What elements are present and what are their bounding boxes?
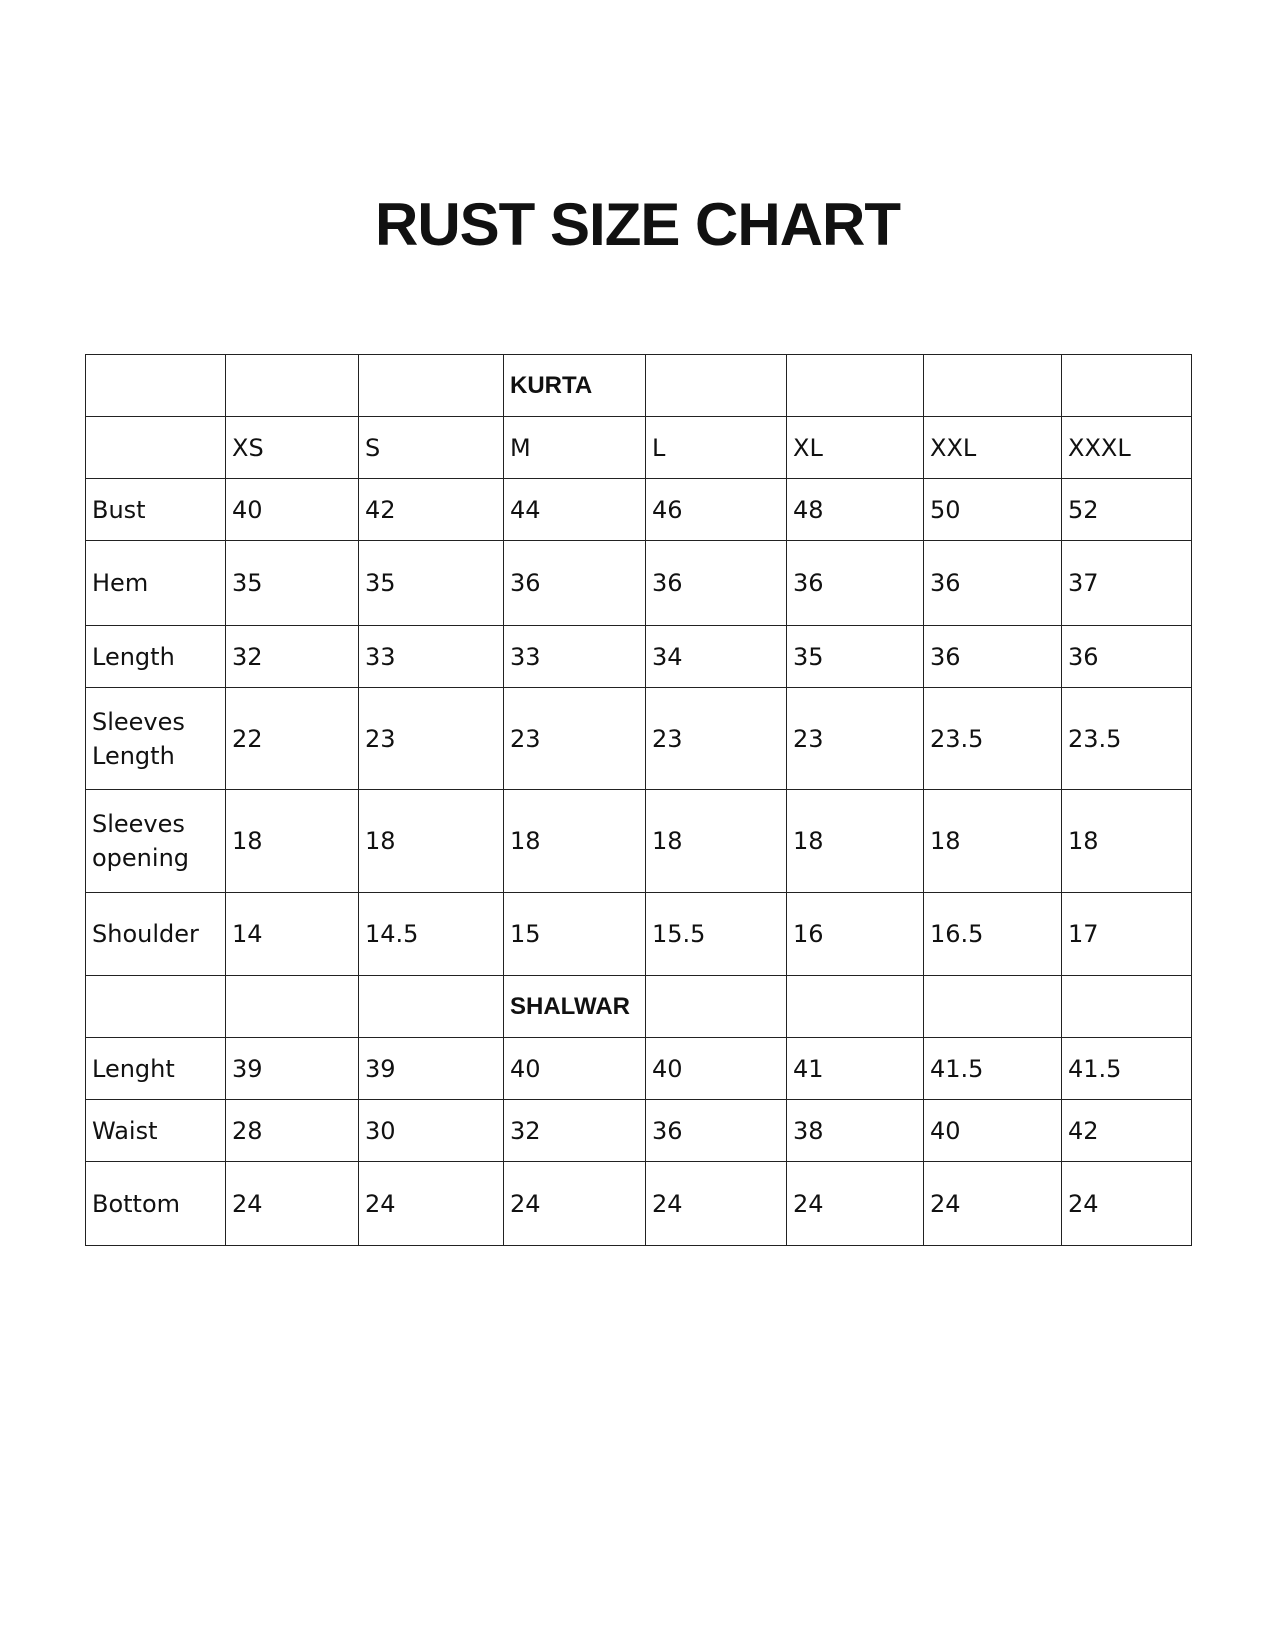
empty-cell: [924, 976, 1062, 1038]
measurement-cell: 30: [359, 1100, 504, 1162]
measurement-cell: 34: [646, 626, 787, 688]
measurement-cell: 41.5: [924, 1038, 1062, 1100]
measurement-cell: 18: [226, 790, 359, 893]
empty-cell: [359, 976, 504, 1038]
measurement-cell: 36: [1062, 626, 1192, 688]
row-label: Sleeves Length: [86, 688, 226, 790]
empty-cell: [1062, 355, 1192, 417]
shalwar-heading-row-label: SHALWAR: [504, 976, 646, 1038]
row-label: Shoulder: [86, 893, 226, 976]
row-label: Lenght: [86, 1038, 226, 1100]
measurement-cell: 40: [504, 1038, 646, 1100]
table-row: [86, 1100, 1192, 1162]
measurement-cell: 39: [226, 1038, 359, 1100]
measurement-cell: 33: [504, 626, 646, 688]
measurement-cell: 44: [504, 479, 646, 541]
empty-cell: [787, 976, 924, 1038]
measurement-cell: 24: [646, 1162, 787, 1246]
measurement-cell: 18: [787, 790, 924, 893]
measurement-cell: 23.5: [1062, 688, 1192, 790]
measurement-cell: 36: [787, 541, 924, 626]
measurement-cell: 35: [359, 541, 504, 626]
measurement-cell: 41: [787, 1038, 924, 1100]
measurement-cell: 23: [504, 688, 646, 790]
row-label: Length: [86, 626, 226, 688]
measurement-cell: 35: [226, 541, 359, 626]
measurement-cell: 41.5: [1062, 1038, 1192, 1100]
measurement-cell: 14: [226, 893, 359, 976]
row-label: Waist: [86, 1100, 226, 1162]
measurement-cell: 38: [787, 1100, 924, 1162]
size-header-cell: M: [504, 417, 646, 479]
empty-cell: [226, 355, 359, 417]
measurement-cell: 24: [226, 1162, 359, 1246]
kurta-heading-row: [86, 355, 1192, 417]
empty-cell: [226, 976, 359, 1038]
measurement-cell: 24: [504, 1162, 646, 1246]
measurement-cell: 15.5: [646, 893, 787, 976]
empty-cell: [1062, 976, 1192, 1038]
measurement-cell: 18: [1062, 790, 1192, 893]
size-header-cell: XL: [787, 417, 924, 479]
measurement-cell: 18: [924, 790, 1062, 893]
empty-cell: [787, 355, 924, 417]
measurement-cell: 50: [924, 479, 1062, 541]
measurement-cell: 24: [359, 1162, 504, 1246]
empty-cell: [359, 355, 504, 417]
row-label: Bust: [86, 479, 226, 541]
measurement-cell: 42: [1062, 1100, 1192, 1162]
empty-cell: [86, 355, 226, 417]
empty-cell: [86, 976, 226, 1038]
measurement-cell: 32: [226, 626, 359, 688]
row-label: Bottom: [86, 1162, 226, 1246]
measurement-cell: 33: [359, 626, 504, 688]
measurement-cell: 36: [924, 626, 1062, 688]
measurement-cell: 37: [1062, 541, 1192, 626]
table-row: [86, 688, 1192, 790]
table-row: [86, 790, 1192, 893]
measurement-cell: 24: [924, 1162, 1062, 1246]
size-chart-table: [85, 354, 1192, 1246]
table-row: [86, 893, 1192, 976]
measurement-cell: 18: [646, 790, 787, 893]
measurement-cell: 23.5: [924, 688, 1062, 790]
size-header-cell: L: [646, 417, 787, 479]
measurement-cell: 48: [787, 479, 924, 541]
empty-cell: [86, 417, 226, 479]
empty-cell: [646, 355, 787, 417]
measurement-cell: 46: [646, 479, 787, 541]
table-row: [86, 626, 1192, 688]
shalwar-heading-row: [86, 976, 1192, 1038]
page-title: RUST SIZE CHART: [375, 191, 900, 258]
measurement-cell: 36: [504, 541, 646, 626]
table-row: [86, 479, 1192, 541]
measurement-cell: 39: [359, 1038, 504, 1100]
size-chart-body: [86, 355, 1192, 1246]
row-label: Sleeves opening: [86, 790, 226, 893]
measurement-cell: 40: [226, 479, 359, 541]
measurement-cell: 32: [504, 1100, 646, 1162]
kurta-heading-row-label: KURTA: [504, 355, 646, 417]
measurement-cell: 42: [359, 479, 504, 541]
measurement-cell: 15: [504, 893, 646, 976]
measurement-cell: 16.5: [924, 893, 1062, 976]
table-row: [86, 1038, 1192, 1100]
size-header-row: [86, 417, 1192, 479]
measurement-cell: 23: [787, 688, 924, 790]
measurement-cell: 36: [646, 1100, 787, 1162]
size-header-cell: XXXL: [1062, 417, 1192, 479]
measurement-cell: 17: [1062, 893, 1192, 976]
empty-cell: [646, 976, 787, 1038]
measurement-cell: 18: [504, 790, 646, 893]
table-row: [86, 1162, 1192, 1246]
measurement-cell: 16: [787, 893, 924, 976]
size-header-cell: S: [359, 417, 504, 479]
size-header-cell: XXL: [924, 417, 1062, 479]
measurement-cell: 14.5: [359, 893, 504, 976]
measurement-cell: 23: [646, 688, 787, 790]
measurement-cell: 24: [787, 1162, 924, 1246]
empty-cell: [924, 355, 1062, 417]
measurement-cell: 40: [646, 1038, 787, 1100]
measurement-cell: 28: [226, 1100, 359, 1162]
table-row: [86, 541, 1192, 626]
measurement-cell: 36: [924, 541, 1062, 626]
measurement-cell: 22: [226, 688, 359, 790]
measurement-cell: 35: [787, 626, 924, 688]
row-label: Hem: [86, 541, 226, 626]
measurement-cell: 18: [359, 790, 504, 893]
size-header-cell: XS: [226, 417, 359, 479]
measurement-cell: 24: [1062, 1162, 1192, 1246]
measurement-cell: 40: [924, 1100, 1062, 1162]
measurement-cell: 23: [359, 688, 504, 790]
measurement-cell: 52: [1062, 479, 1192, 541]
measurement-cell: 36: [646, 541, 787, 626]
